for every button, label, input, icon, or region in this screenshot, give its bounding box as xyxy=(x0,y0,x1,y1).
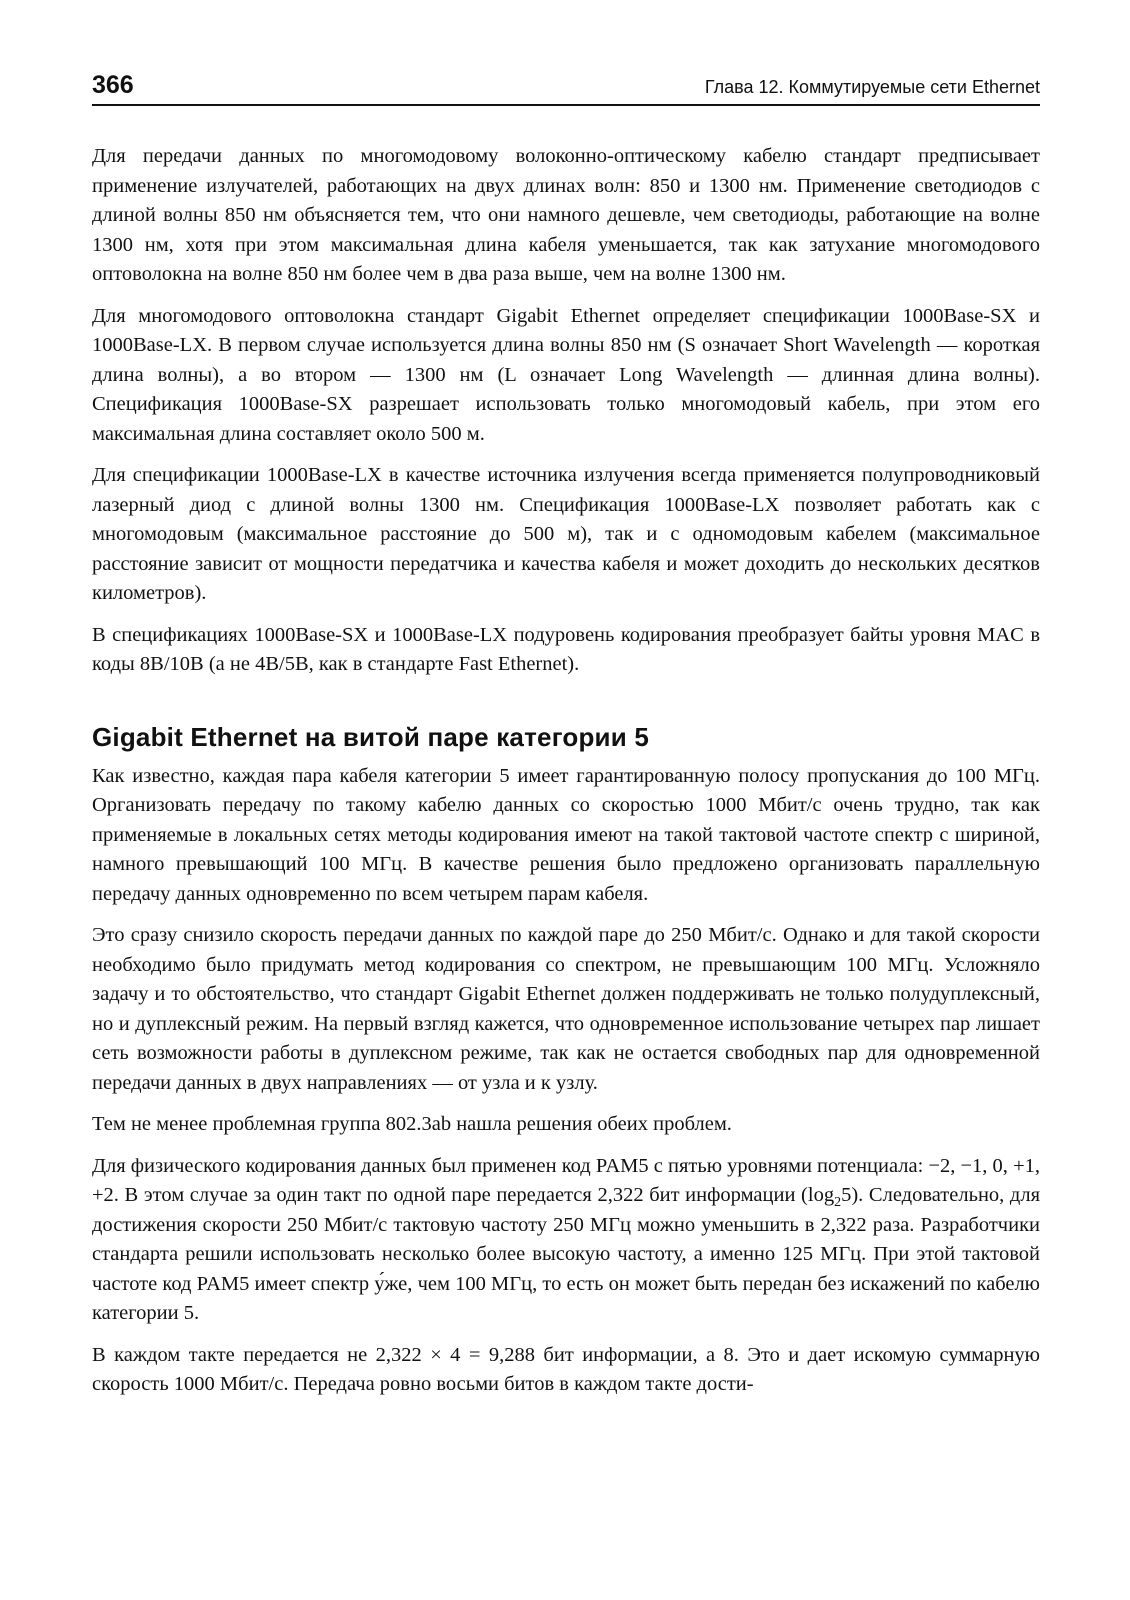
section-heading: Gigabit Ethernet на витой паре категории 5 xyxy=(92,721,649,752)
paragraph: Это сразу снизило скорость передачи данных по каждой паре до 250 Мбит/с. Однако и для такой скорости необходимо было придумать метод кодирования со спектром, не превышающим 100 МГц. Усложняло задачу и то обстоятельство, что стандарт Gigabit Ethernet должен поддерживать не только полудуплексный, но и дуплексный режим. На первый взгляд кажется, что одновременное использование четырех пар лишает сеть возможности работы в дуплексном режиме, так как не остается свободных пар для одновременной передачи данных в двух направлениях — от узла и к узлу. xyxy=(92,924,1040,1094)
page-header xyxy=(92,58,1040,106)
page-number: 366 xyxy=(92,71,134,99)
paragraph: Для многомодового оптоволокна стандарт Gigabit Ethernet определяет спецификации 1000Base-SX и 1000Base-LX. В первом случае используется длина волны 850 нм (S означает Short Wavelength — короткая длина волны), а во втором — 1300 нм (L означает Long Wavelength — длинная длина волны). Спецификация 1000Base-SX разрешает использовать только многомодовый кабель, при этом его максимальная длина составляет около 500 м. xyxy=(92,304,1040,445)
text-run: Для физического кодирования данных был применен код PAM5 с пятью уровнями потенциала: −2, −1, 0, +1, +2. В этом случае за один такт по одной паре передается 2,322 бит информации (log xyxy=(92,1154,1040,1206)
page-body xyxy=(92,142,1040,1400)
book-page xyxy=(92,58,1040,1412)
paragraph: Тем не менее проблемная группа 802.3ab нашла решения обеих проблем. xyxy=(92,1113,732,1135)
paragraph: В спецификациях 1000Base-SX и 1000Base-LX подуровень кодирования преобразует байты уровня MAC в коды 8B/10B (а не 4B/5B, как в стандарте Fast Ethernet). xyxy=(92,623,1040,675)
paragraph: Для спецификации 1000Base-LX в качестве источника излучения всегда применяется полупроводниковый лазерный диод с длиной волны 1300 нм. Спецификация 1000Base-LX позволяет работать как с многомодовым (максимальное расстояние до 500 м), так и с одномодовым кабелем (максимальное расстояние зависит от мощности передатчика и качества кабеля и может доходить до нескольких десятков километров). xyxy=(92,464,1040,604)
paragraph-pam5 xyxy=(92,1152,1040,1329)
paragraph: В каждом такте передается не 2,322 × 4 = 9,288 бит информации, а 8. Это и дает искомую суммарную скорость 1000 Мбит/с. Передача ровно восьми битов в каждом такте дости- xyxy=(92,1343,1040,1395)
paragraph: Для передачи данных по многомодовому волоконно-оптическому кабелю стандарт предписывает применение излучателей, работающих на двух длинах волн: 850 и 1300 нм. Применение светодиодов с длиной волны 850 нм объясняется тем, что они намного дешевле, чем светодиоды, работающие на волне 1300 нм, хотя при этом максимальная длина кабеля уменьшается, так как затухание многомодового оптоволокна на волне 850 нм более чем в два раза выше, чем на волне 1300 нм. xyxy=(92,145,1040,285)
running-head: Глава 12. Коммутируемые сети Ethernet xyxy=(704,77,1040,97)
subscript: 2 xyxy=(834,1195,842,1211)
text-run: 5). Следовательно, для достижения скорости 250 Мбит/с тактовую частоту 250 МГц можно уменьшить в 2,322 раза. Разработчики стандарта решили использовать несколько более высокую частоту, а именно 125 МГц. При этой тактовой частоте код PAM5 имеет спектр у́же, чем 100 МГц, то есть он может быть передан без искажений по кабелю категории 5. xyxy=(92,1184,1040,1324)
paragraph: Как известно, каждая пара кабеля категории 5 имеет гарантированную полосу пропускания до 100 МГц. Организовать передачу по такому кабелю данных со скоростью 1000 Мбит/с очень трудно, так как применяемые в локальных сетях методы кодирования имеют на такой тактовой частоте спектр с шириной, намного превышающий 100 МГц. В качестве решения было предложено организовать параллельную передачу данных одновременно по всем четырем парам кабеля. xyxy=(92,764,1040,905)
